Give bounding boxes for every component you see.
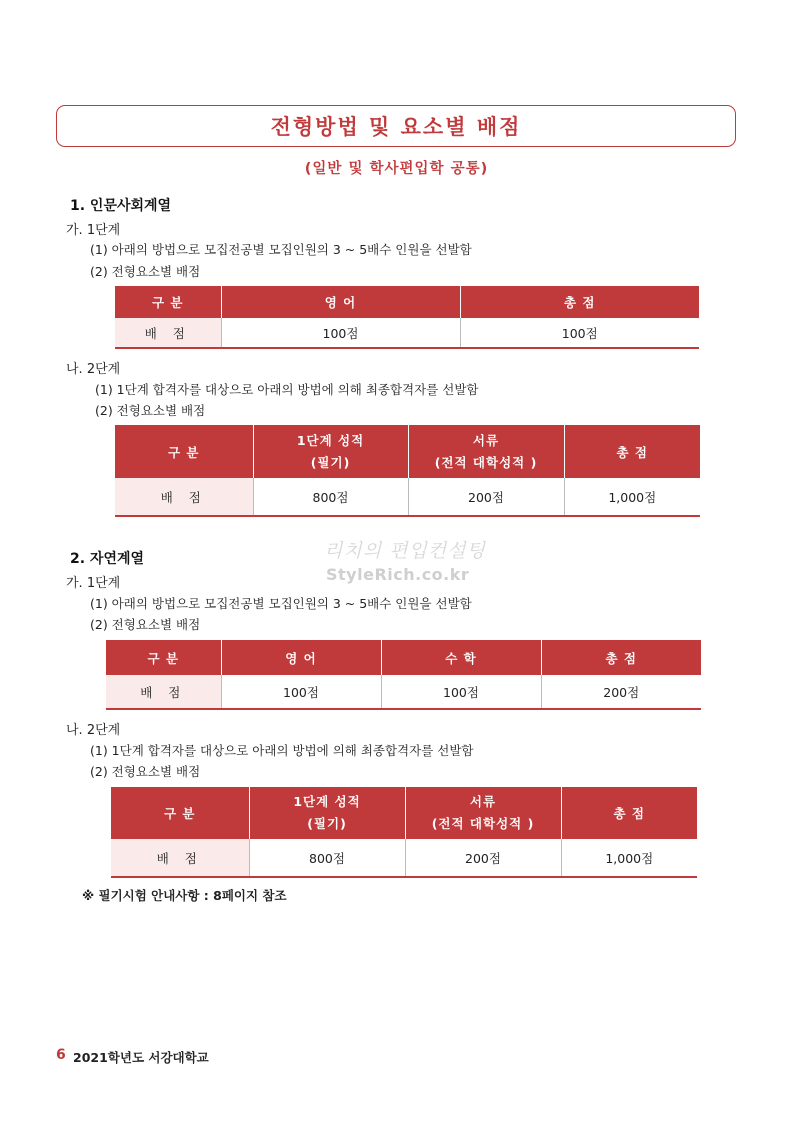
score-table-natural-stage2 <box>111 787 697 878</box>
table-cell: 1,000점 <box>564 478 700 516</box>
note-text: ※ 필기시험 안내사항 : 8페이지 참조 <box>82 888 287 903</box>
score-table-humanities-stage1 <box>115 286 699 349</box>
page-number: 6 <box>56 1047 66 1063</box>
stage2-label: 나. 2단계 <box>66 723 121 738</box>
table-cell: 1,000점 <box>561 839 697 877</box>
table-header-line: (필기) <box>307 816 347 831</box>
table-cell: 800점 <box>249 839 405 877</box>
stage2-label: 나. 2단계 <box>66 362 121 377</box>
stage1-label: 가. 1단계 <box>66 576 121 591</box>
stage2-item2: (2) 전형요소별 배점 <box>95 403 206 418</box>
table-header: 총 점 <box>460 286 699 318</box>
table-header: 구 분 <box>115 286 221 318</box>
section-heading-natural: 2. 자연계열 <box>70 551 145 567</box>
table-header-line: 1단계 성적 <box>293 794 361 809</box>
score-table-natural-stage1 <box>106 640 701 710</box>
table-cell: 100점 <box>221 318 460 348</box>
table-header <box>408 425 564 478</box>
table-header-line: (전적 대학성적 ) <box>431 816 535 831</box>
table-header-line: (필기) <box>310 454 351 470</box>
table-cell: 배 점 <box>115 478 253 516</box>
table-cell: 200점 <box>408 478 564 516</box>
table-header-line: 서류 <box>469 794 497 809</box>
table-header: 영 어 <box>221 640 381 675</box>
table-cell: 100점 <box>460 318 699 348</box>
table-header: 영 어 <box>221 286 460 318</box>
table-header <box>253 425 408 478</box>
table-cell: 100점 <box>221 675 381 709</box>
stage1-item2: (2) 전형요소별 배점 <box>90 617 201 632</box>
table-cell: 배 점 <box>106 675 221 709</box>
table-header: 총 점 <box>564 425 700 478</box>
page-subtitle: (일반 및 학사편입학 공통) <box>304 161 489 177</box>
table-cell: 100점 <box>381 675 541 709</box>
table-cell: 200점 <box>405 839 561 877</box>
table-cell: 배 점 <box>115 318 221 348</box>
table-cell: 200점 <box>541 675 701 709</box>
table-cell: 배 점 <box>111 839 249 877</box>
table-header-line: (전적 대학성적 ) <box>434 454 538 470</box>
stage2-item1: (1) 1단계 합격자를 대상으로 아래의 방법에 의해 최종합격자를 선발함 <box>95 382 479 397</box>
watermark-url: StyleRich.co.kr <box>326 565 470 584</box>
table-header: 구 분 <box>115 425 253 478</box>
table-header <box>405 787 561 839</box>
stage1-item1: (1) 아래의 방법으로 모집전공별 모집인원의 3 ~ 5배수 인원을 선발함 <box>90 242 472 257</box>
table-header: 구 분 <box>106 640 221 675</box>
footer-text: 2021학년도 서강대학교 <box>73 1050 209 1065</box>
table-header-line: 1단계 성적 <box>296 432 365 448</box>
stage1-label: 가. 1단계 <box>66 223 121 238</box>
table-header-line: 서류 <box>472 432 500 448</box>
table-header: 수 학 <box>381 640 541 675</box>
stage1-item1: (1) 아래의 방법으로 모집전공별 모집인원의 3 ~ 5배수 인원을 선발함 <box>90 596 472 611</box>
table-header <box>249 787 405 839</box>
stage1-item2: (2) 전형요소별 배점 <box>90 264 201 279</box>
score-table-humanities-stage2 <box>115 425 700 517</box>
table-header: 총 점 <box>541 640 701 675</box>
section-heading-humanities: 1. 인문사회계열 <box>70 198 172 214</box>
stage2-item2: (2) 전형요소별 배점 <box>90 764 201 779</box>
stage2-item1: (1) 1단계 합격자를 대상으로 아래의 방법에 의해 최종합격자를 선발함 <box>90 743 474 758</box>
title-box <box>56 105 736 147</box>
table-cell: 800점 <box>253 478 408 516</box>
watermark-text: 리치의 편입컨설팅 <box>324 540 486 562</box>
table-header: 구 분 <box>111 787 249 839</box>
page-title: 전형방법 및 요소별 배점 <box>270 115 522 139</box>
table-header: 총 점 <box>561 787 697 839</box>
